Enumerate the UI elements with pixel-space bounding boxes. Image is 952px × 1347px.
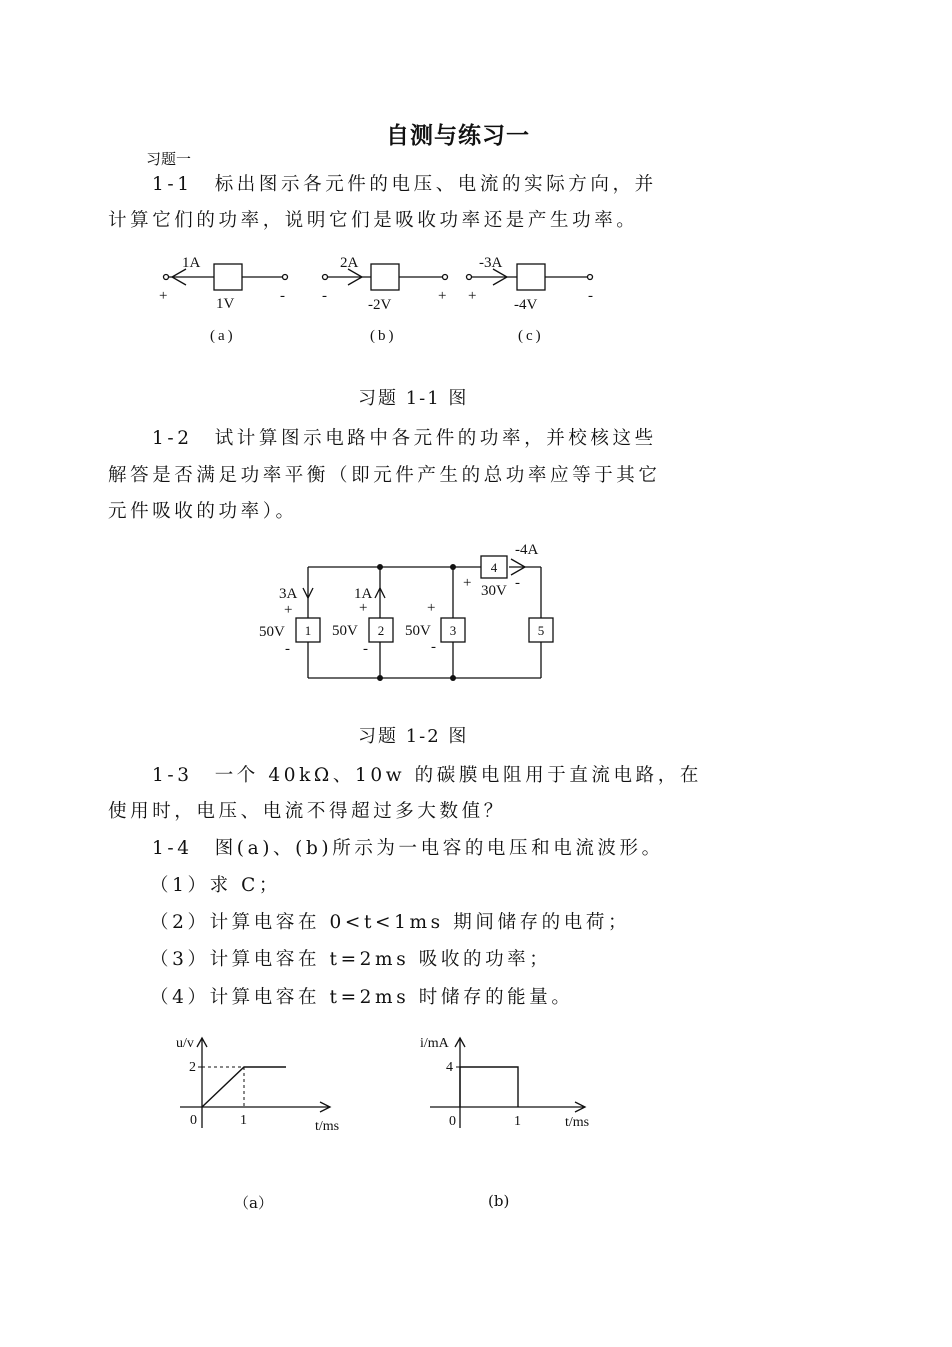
plus-1: + bbox=[284, 602, 293, 618]
fig-c-label: (c) bbox=[518, 328, 544, 344]
chart-b-label: (b) bbox=[488, 1192, 510, 1210]
fig-a-voltage: 1V bbox=[216, 296, 235, 312]
caption-1-1: 习题 1-1 图 bbox=[358, 388, 469, 409]
minus-1: - bbox=[285, 641, 290, 657]
chart-b-xlabel: t/ms bbox=[565, 1115, 590, 1130]
fig-b-plus: + bbox=[438, 288, 447, 304]
chart-b-xtick-0: 0 bbox=[449, 1114, 456, 1129]
voltage-v2: 50V bbox=[332, 623, 358, 639]
problem-1-1-line-1: 1-1 标出图示各元件的电压、电流的实际方向，并 bbox=[152, 174, 657, 195]
caption-1-2: 习题 1-2 图 bbox=[358, 726, 469, 747]
element-2-label: 2 bbox=[377, 623, 385, 638]
minus-2: - bbox=[363, 641, 368, 657]
plus-2: + bbox=[359, 600, 368, 616]
fig-b-label: (b) bbox=[370, 328, 397, 344]
minus-4: - bbox=[515, 575, 520, 591]
problem-1-1-line-2: 计算它们的功率，说明它们是吸收功率还是产生功率。 bbox=[108, 210, 639, 231]
voltage-v4: 30V bbox=[481, 583, 507, 599]
current-i4: -4A bbox=[515, 542, 539, 558]
problem-1-4-intro: 1-4 图(a)、(b)所示为一电容的电压和电流波形。 bbox=[152, 838, 664, 859]
chart-a-xlabel: t/ms bbox=[315, 1119, 340, 1134]
section-label: 习题一 bbox=[146, 150, 192, 168]
element-1-label: 1 bbox=[304, 623, 312, 638]
chart-b-ytick-4: 4 bbox=[446, 1060, 453, 1075]
element-4-label: 4 bbox=[490, 560, 498, 575]
fig-b-current: 2A bbox=[340, 255, 359, 271]
plus-3: + bbox=[427, 600, 436, 616]
figure-1-2-circuit bbox=[255, 538, 575, 688]
page-title: 自测与练习一 bbox=[386, 123, 530, 149]
chart-b-xtick-1: 1 bbox=[514, 1114, 521, 1129]
chart-b-series-line bbox=[460, 1067, 518, 1107]
minus-3: - bbox=[431, 639, 436, 655]
chart-a-label: （a） bbox=[234, 1194, 273, 1212]
problem-1-4-item-4: （4）计算电容在 t=2ms 时储存的能量。 bbox=[150, 987, 574, 1008]
chart-a-xtick-0: 0 bbox=[190, 1113, 197, 1128]
fig-c-current: -3A bbox=[479, 255, 503, 271]
problem-1-4-item-2: （2）计算电容在 0<t<1ms 期间储存的电荷； bbox=[150, 912, 631, 933]
problem-1-2-line-1: 1-2 试计算图示电路中各元件的功率，并校核这些 bbox=[152, 428, 657, 449]
voltage-v3: 50V bbox=[405, 623, 431, 639]
current-i1: 3A bbox=[279, 586, 298, 602]
figure-1-1 bbox=[150, 248, 610, 348]
problem-1-4-item-1: （1）求 C； bbox=[150, 875, 282, 896]
fig-a-plus: + bbox=[159, 288, 168, 304]
fig-c-minus: - bbox=[588, 288, 593, 304]
chart-a-voltage bbox=[160, 1030, 360, 1140]
problem-1-2-line-3: 元件吸收的功率）。 bbox=[108, 501, 298, 522]
problem-1-4-item-3: （3）计算电容在 t=2ms 吸收的功率； bbox=[150, 949, 552, 970]
problem-1-2-line-2: 解答是否满足功率平衡（即元件产生的总功率应等于其它 bbox=[108, 465, 661, 486]
fig-a-minus: - bbox=[280, 288, 285, 304]
problem-1-3-line-1: 1-3 一个 40kΩ、10w 的碳膜电阻用于直流电路，在 bbox=[152, 765, 702, 786]
fig-a-label: (a) bbox=[210, 328, 236, 344]
chart-a-ytick-2: 2 bbox=[189, 1060, 196, 1075]
fig-b-voltage: -2V bbox=[368, 297, 392, 313]
chart-b-ylabel: i/mA bbox=[420, 1036, 449, 1051]
fig-c-voltage: -4V bbox=[514, 297, 538, 313]
current-i2: 1A bbox=[354, 586, 373, 602]
problem-1-3-line-2: 使用时，电压、电流不得超过多大数值？ bbox=[108, 801, 506, 822]
chart-a-ylabel: u/v bbox=[176, 1036, 194, 1051]
fig-a-current: 1A bbox=[182, 255, 201, 271]
voltage-v1: 50V bbox=[259, 624, 285, 640]
element-3-label: 3 bbox=[449, 623, 457, 638]
element-5-label: 5 bbox=[537, 623, 545, 638]
chart-a-xtick-1: 1 bbox=[240, 1113, 247, 1128]
fig-c-plus: + bbox=[468, 288, 477, 304]
fig-b-minus: - bbox=[322, 288, 327, 304]
plus-4: + bbox=[463, 575, 472, 591]
chart-b-current bbox=[410, 1030, 610, 1140]
